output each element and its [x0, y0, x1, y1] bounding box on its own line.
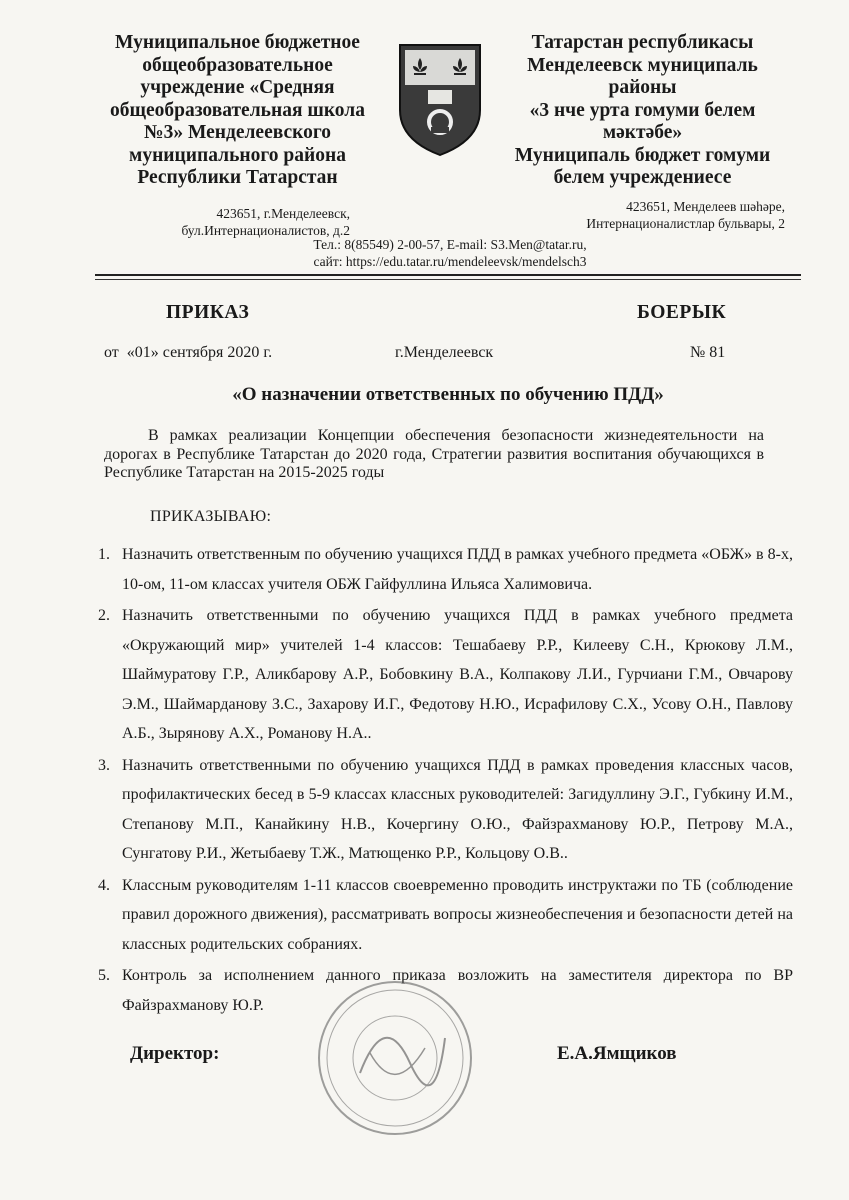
- decree-word: ПРИКАЗЫВАЮ:: [150, 508, 272, 525]
- order-city: г.Менделеевск: [395, 344, 494, 361]
- order-label-tt: БОЕРЫК: [637, 302, 727, 323]
- list-item: 5. Контроль за исполнением данного приказа возложить на заместителя директора по ВР Файзрахманову Ю.Р.: [98, 967, 793, 1014]
- order-label-ru: ПРИКАЗ: [166, 302, 250, 323]
- list-item: 2. Назначить ответственными по обучению учащихся ПДД в рамках учебного предмета «Окружающий мир» учителей 1-4 классов: Тешабаеву Р.Р., Килееву С.Н., Крюкову Л.М., Шаймуратову Г.Р., Аликбарову А.Р., Бобовкину В.А., Колпакову Л.И., Гурчиани Г.М., Овчарову Э.М., Шаймарданову З.С., Захарову И.Г., Федотову Н.Ю., Исрафилову С.Х., Усову О.Н., Павлову А.Б., Зырянову А.Х., Романову Н.А..: [98, 607, 793, 742]
- list-item: 3. Назначить ответственными по обучению учащихся ПДД в рамках проведения классных часов, профилактических бесед в 5-9 классах классных руководителей: Загидуллину Э.Г., Губкину И.М., Степанову М.П., Канайкину Н.В., Кочергину О.Ю., Файзрахманову Ю.Р., Петрову М.А., Сунгатову Р.И., Жетыбаеву Т.Ж., Матющенко Р.Р., Кольцову О.В..: [98, 756, 793, 862]
- order-title: «О назначении ответственных по обучению ПДД»: [232, 384, 664, 405]
- org-name-ru: Муниципальное бюджетное общеобразовательное учреждение «Средняя общеобразовательная школа №3» Менделеевского муниципального района Республики Татарстан: [110, 32, 365, 188]
- list-item: 1. Назначить ответственным по обучению учащихся ПДД в рамках учебного предмета «ОБЖ» в 8-х, 10-ом, 11-ом классах учителя ОБЖ Гайфуллина Ильяса Халимовича.: [98, 546, 793, 593]
- official-stamp-icon: [315, 978, 475, 1138]
- order-items: [98, 540, 793, 1022]
- header-divider-thin: [95, 279, 801, 280]
- list-item: 4. Классным руководителям 1-11 классов своевременно проводить инструктажи по ТБ (соблюдение правил дорожного движения), рассматривать вопросы жизнеобеспечения и безопасности детей на классных родительских собраниях.: [98, 876, 793, 953]
- org-name-tt: Татарстан республикасы Менделеевск муниципаль районы «3 нче урта гомуми белем мәктәбе» Муниципаль бюджет гомуми белем учреждениесе: [514, 32, 771, 188]
- header-divider: [95, 274, 801, 276]
- order-intro: В рамках реализации Концепции обеспечения безопасности жизнедеятельности на дорогах в Республике Татарстан до 2020 года, Стратегии развития воспитания обучающихся в Республике Татарстан на 2015-2025 годы: [104, 427, 764, 481]
- director-label: Директор:: [130, 1043, 220, 1064]
- director-name: Е.А.Ямщиков: [557, 1043, 677, 1064]
- order-date: от «01» сентября 2020 г.: [104, 344, 273, 361]
- coat-of-arms-icon: [395, 40, 485, 160]
- address-tt: 423651, Менделеев шәһәре, Интернационалистлар бульвары, 2: [586, 199, 785, 231]
- contacts: Тел.: 8(85549) 2-00-57, E-mail: S3.Men@tatar.ru, сайт: https://edu.tatar.ru/mendeleevsk/mendelsch3: [313, 237, 587, 269]
- address-ru: 423651, г.Менделеевск, бул.Интернационалистов, д.2: [181, 206, 350, 238]
- order-number: № 81: [690, 344, 726, 361]
